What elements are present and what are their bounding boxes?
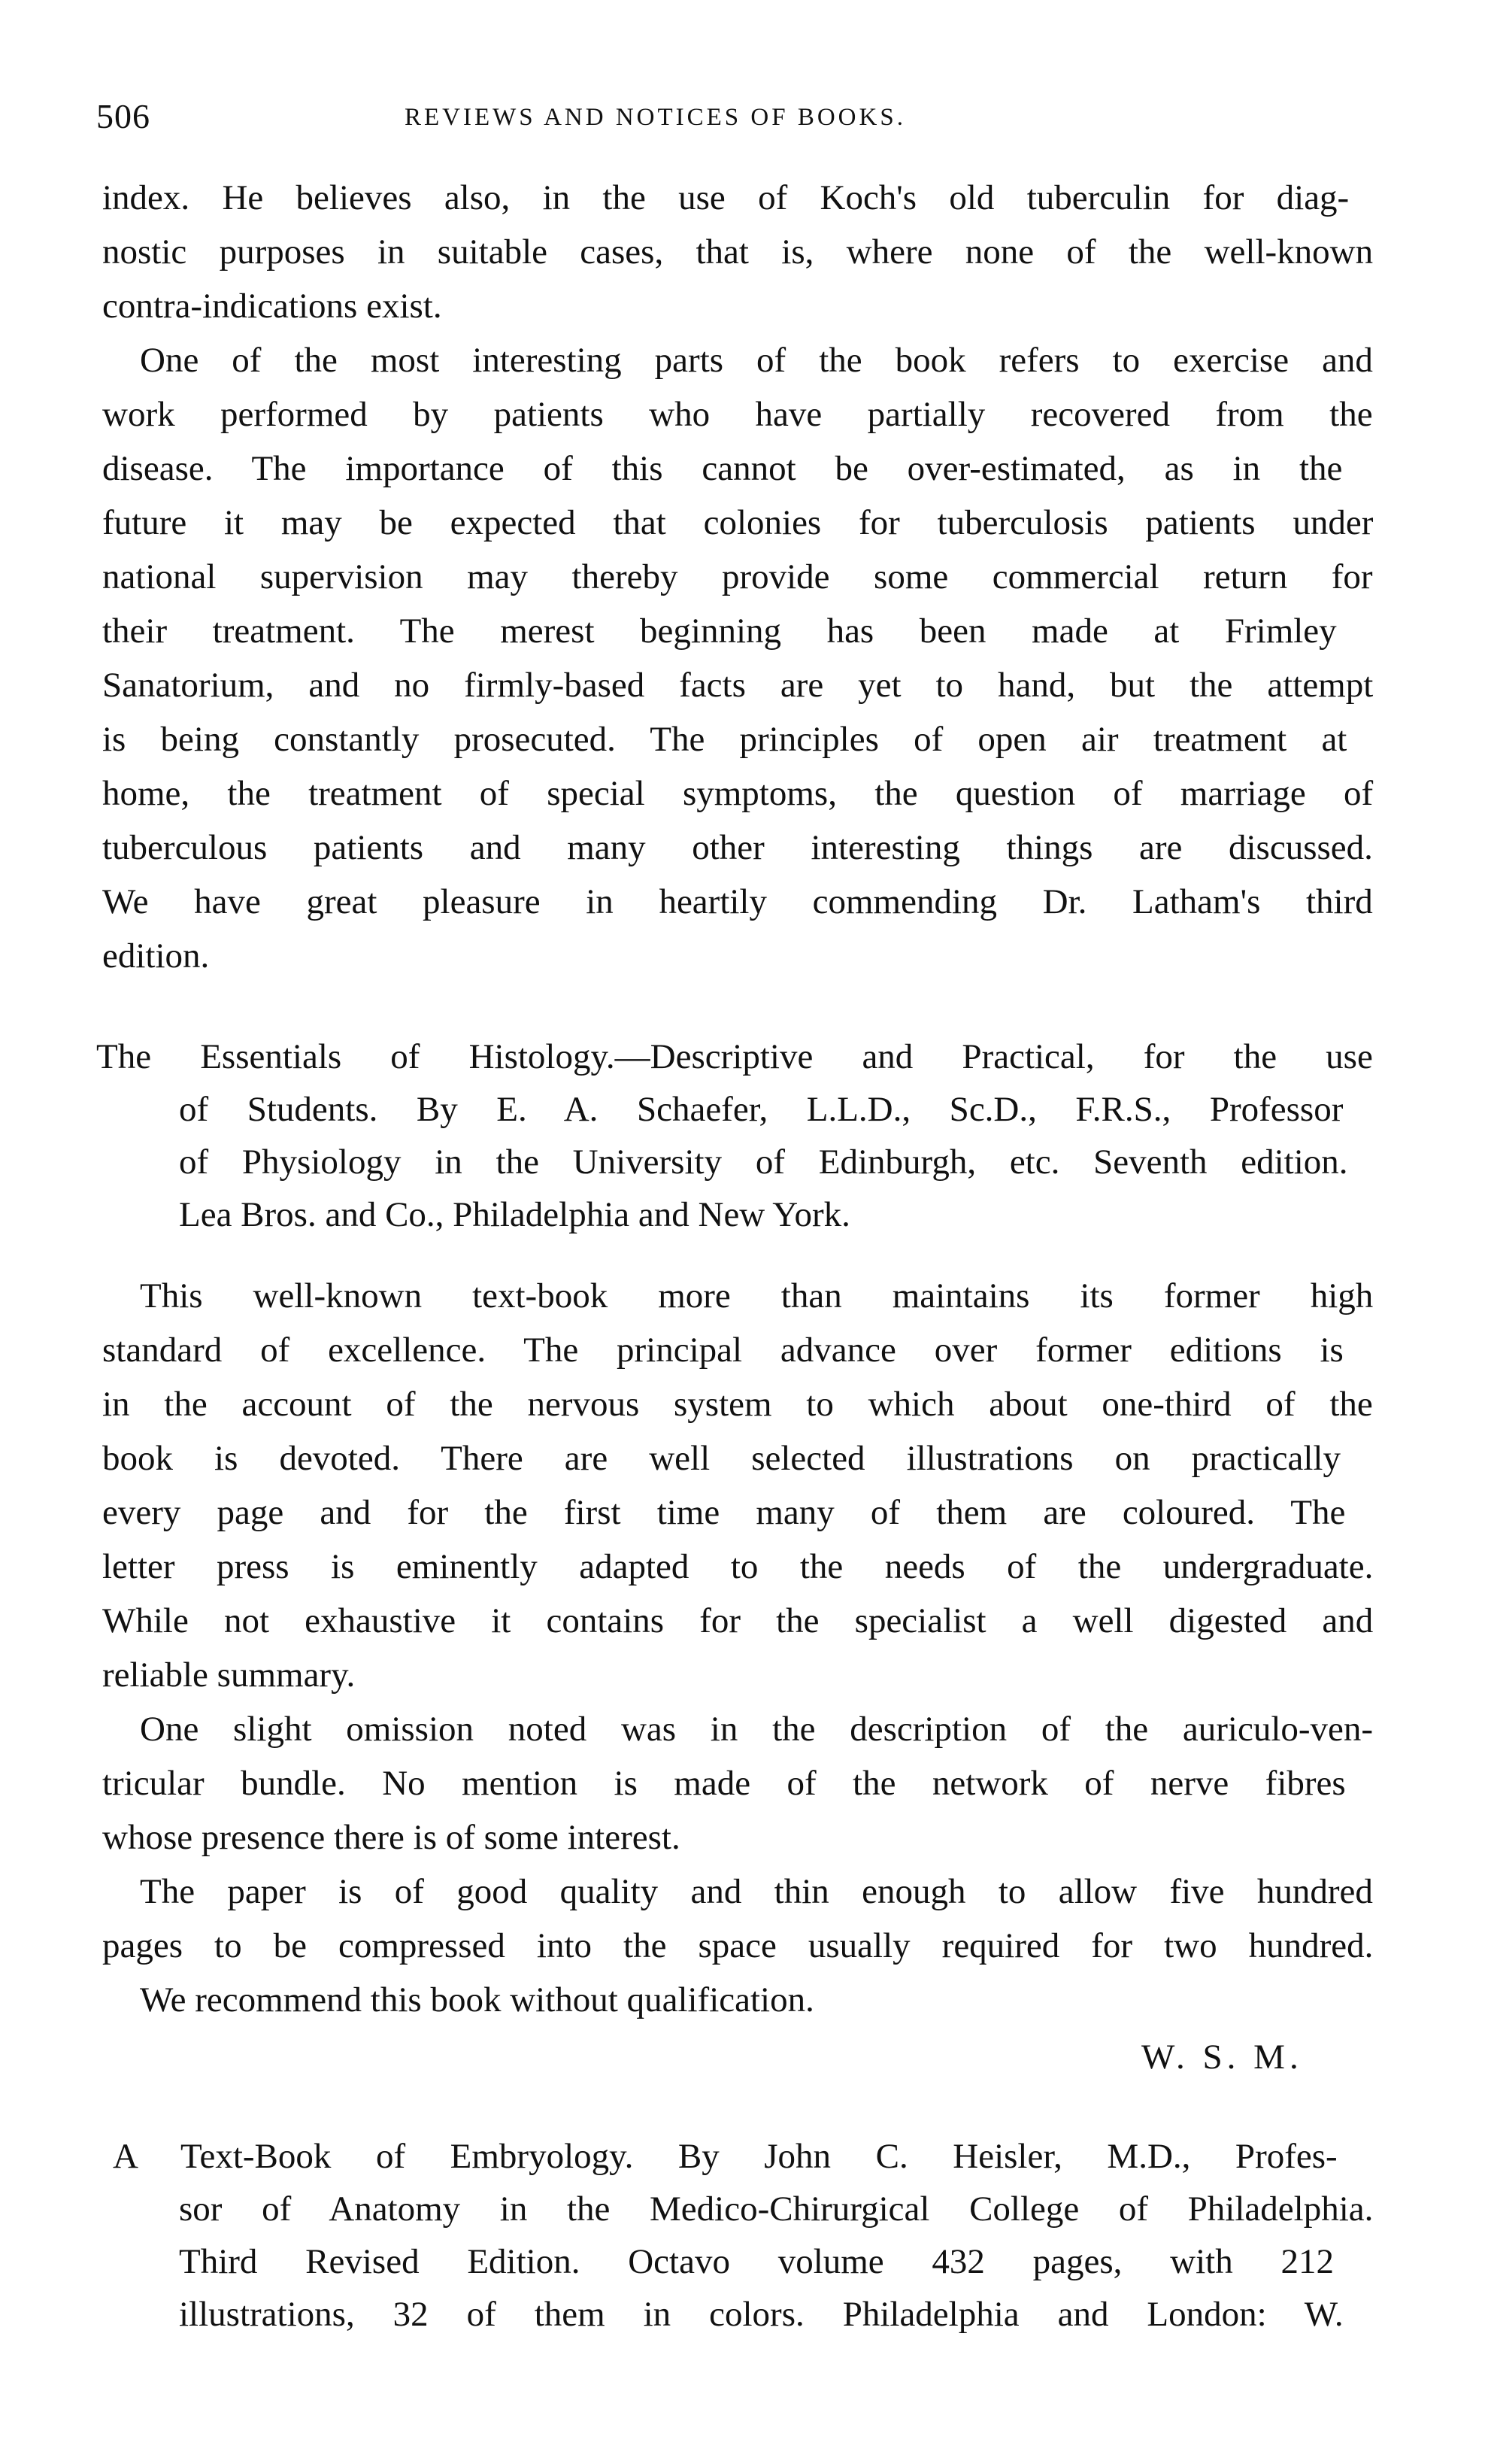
latham-review-line: nostic purposes in suitable cases, that is, where none of the well-known: [102, 232, 1374, 272]
page-number: 506: [96, 97, 150, 135]
running-title: REVIEWS AND NOTICES OF BOOKS.: [405, 104, 906, 131]
latham-review-line: home, the treatment of special symptoms, the question of marriage of: [102, 774, 1374, 813]
latham-review-line: We have great pleasure in heartily commending Dr. Latham's third: [102, 882, 1373, 921]
histology-review-line: in the account of the nervous system to which about one-third of the: [102, 1385, 1373, 1424]
histology-review-line: reliable summary.: [102, 1655, 356, 1695]
citation-line: sor of Anatomy in the Medico-Chirurgical College of Philadelphia.: [179, 2189, 1374, 2229]
latham-review-line: disease. The importance of this cannot be over-estimated, as in the: [102, 449, 1343, 488]
latham-review-line: national supervision may thereby provide some commercial return for: [102, 557, 1373, 596]
histology-review-line: every page and for the first time many of them are coloured. The: [102, 1493, 1346, 1532]
latham-review-line: contra-indications exist.: [102, 287, 442, 326]
citation-line: Third Revised Edition. Octavo volume 432 pages, with 212: [179, 2242, 1334, 2281]
histology-review-line: tricular bundle. No mention is made of the network of nerve fibres: [102, 1764, 1346, 1803]
histology-review-line: This well-known text-book more than maintains its former high: [140, 1276, 1374, 1315]
latham-review-line: their treatment. The merest beginning has been made at Frimley: [102, 611, 1337, 651]
histology-review-line: book is devoted. There are well selected illustrations on practically: [102, 1439, 1341, 1478]
latham-review-line: is being constantly prosecuted. The principles of open air treatment at: [102, 720, 1347, 759]
citation-line: Lea Bros. and Co., Philadelphia and New York.: [179, 1195, 850, 1234]
citation-line: The Essentials of Histology.—Descriptive and Practical, for the use: [96, 1037, 1373, 1076]
citation-line: illustrations, 32 of them in colors. Philadelphia and London: W.: [179, 2295, 1344, 2334]
histology-review-line: While not exhaustive it contains for the specialist a well digested and: [102, 1601, 1374, 1640]
histology-review-line: One slight omission noted was in the description of the auriculo-ven-: [140, 1710, 1374, 1749]
latham-review-line: index. He believes also, in the use of Koch's old tuberculin for diag-: [102, 178, 1350, 217]
histology-review-line: pages to be compressed into the space usually required for two hundred.: [102, 1926, 1374, 1965]
histology-review-line: standard of excellence. The principal advance over former editions is: [102, 1331, 1344, 1370]
page-header: [96, 96, 1359, 141]
latham-review-line: Sanatorium, and no firmly-based facts are yet to hand, but the attempt: [102, 666, 1374, 705]
histology-review-line: whose presence there is of some interest.: [102, 1818, 680, 1857]
citation-line: A Text-Book of Embryology. By John C. Heisler, M.D., Profes-: [113, 2137, 1338, 2176]
citation-line: of Physiology in the University of Edinburgh, etc. Seventh edition.: [179, 1142, 1348, 1182]
latham-review-line: work performed by patients who have partially recovered from the: [102, 395, 1373, 434]
latham-review-line: edition.: [102, 936, 210, 976]
latham-review-line: future it may be expected that colonies for tuberculosis patients under: [102, 503, 1374, 542]
latham-review-line: tuberculous patients and many other interesting things are discussed.: [102, 828, 1373, 867]
histology-review-line: We recommend this book without qualification.: [140, 1980, 814, 2019]
histology-review-line: letter press is eminently adapted to the needs of the undergraduate.: [102, 1547, 1374, 1586]
latham-review-line: One of the most interesting parts of the book refers to exercise and: [140, 341, 1373, 380]
reviewer-signature: W. S. M.: [1141, 2038, 1303, 2077]
citation-line: of Students. By E. A. Schaefer, L.L.D., Sc.D., F.R.S., Professor: [179, 1090, 1344, 1129]
histology-review-line: The paper is of good quality and thin enough to allow five hundred: [140, 1872, 1373, 1911]
